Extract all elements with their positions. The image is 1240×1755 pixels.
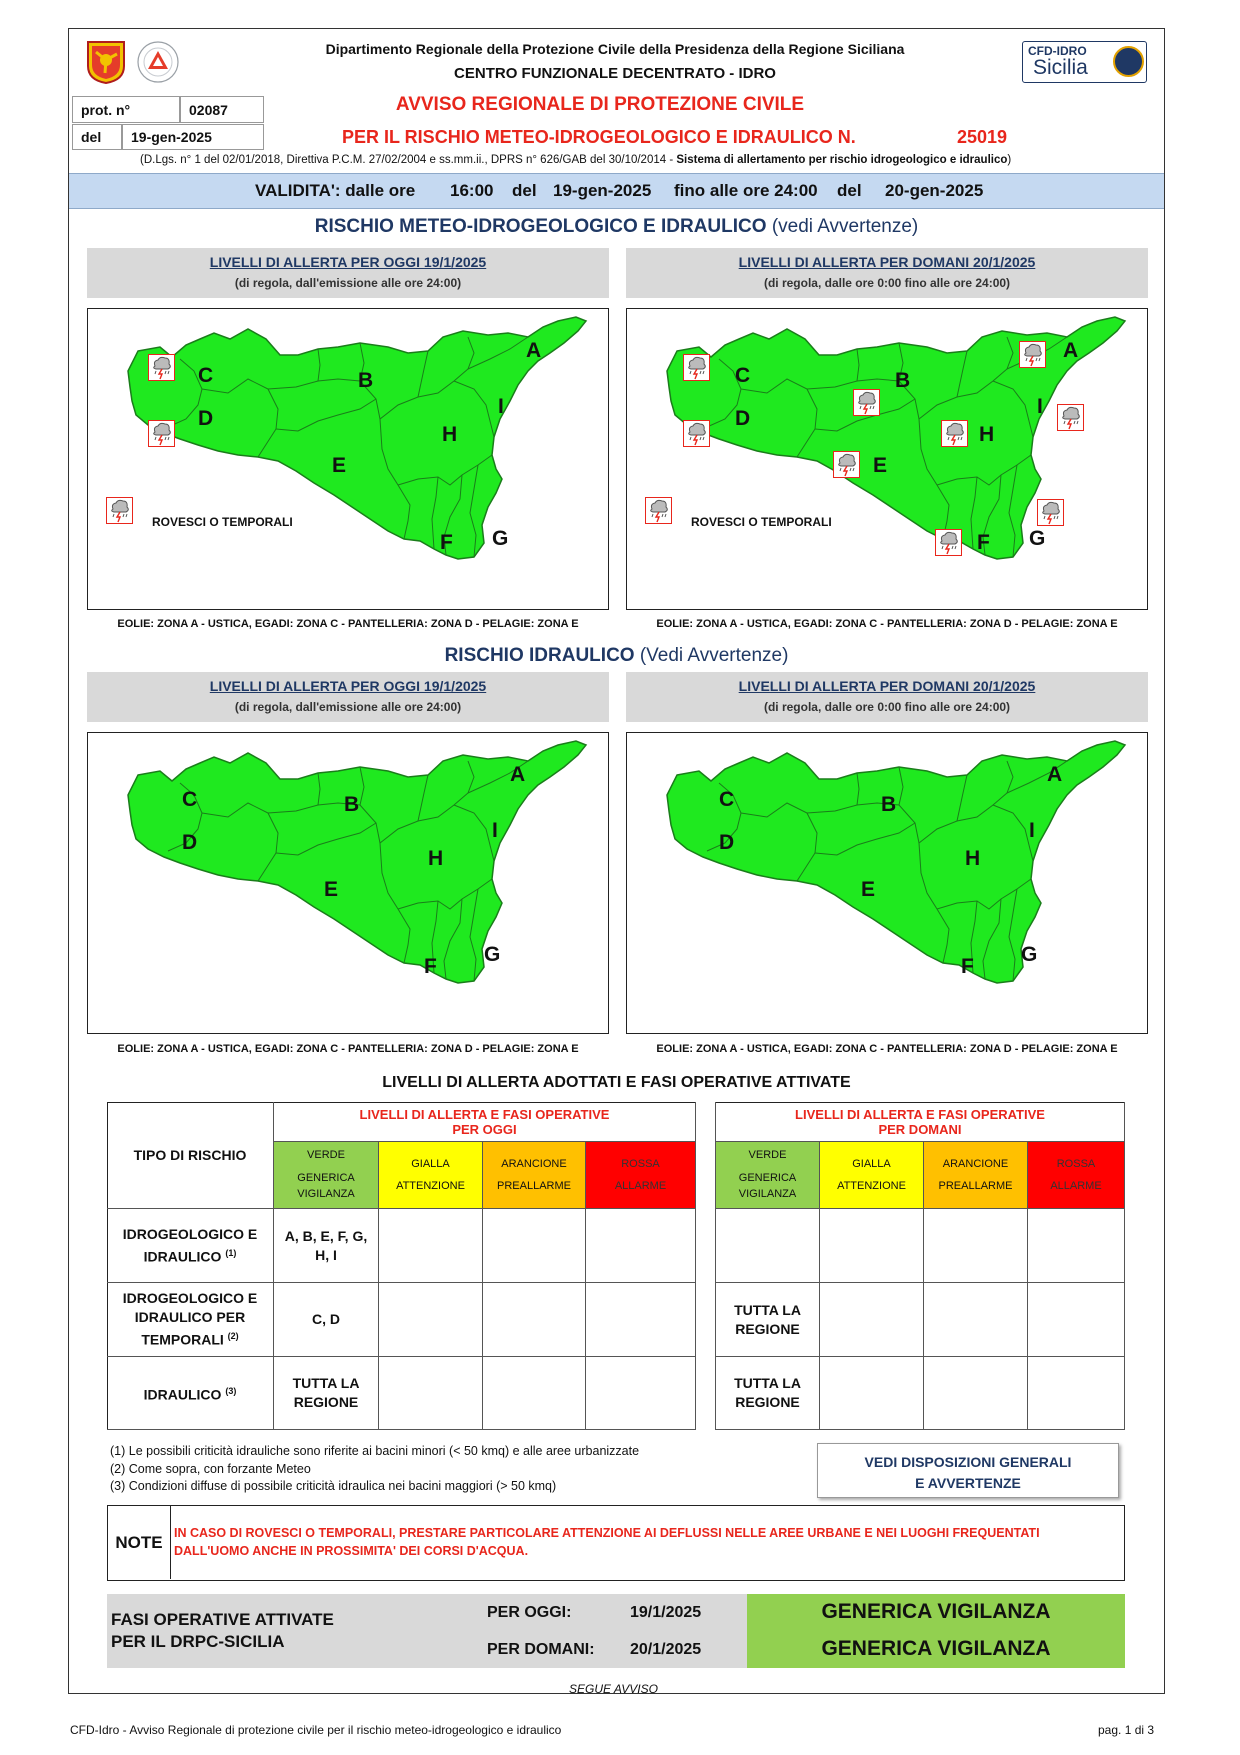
zone-label-e: E <box>861 878 876 901</box>
zone-label-h: H <box>428 847 444 870</box>
footnotes <box>110 1443 639 1496</box>
disposizioni-line1: VEDI DISPOSIZIONI GENERALI <box>864 1454 1072 1470</box>
zone-label-d: D <box>735 407 751 430</box>
zone-label-e: E <box>873 454 888 477</box>
cfd-idro-logo-bottom: Sicilia <box>1033 56 1088 79</box>
avviso-title: AVVISO REGIONALE DI PROTEZIONE CIVILE <box>395 94 805 115</box>
tomorrow-level-gialla: GIALLA ATTENZIONE <box>820 1142 924 1209</box>
storm-icon <box>148 354 175 381</box>
islands-note-1: EOLIE: ZONA A - USTICA, EGADI: ZONA C - PANTELLERIA: ZONA D - PELAGIE: ZONA E <box>117 618 579 630</box>
disposizioni-button[interactable] <box>817 1443 1119 1498</box>
today-cell-1-1 <box>379 1283 483 1357</box>
zone-label-h: H <box>965 847 981 870</box>
storm-icon <box>148 420 175 447</box>
zone-label-e: E <box>332 454 347 477</box>
map-meteo-today <box>87 308 609 610</box>
legend-storm-icon <box>645 497 672 524</box>
legal-reference-system: Sistema di allertamento per rischio idrogeologico e idraulico <box>676 154 1008 166</box>
zone-label-d: D <box>182 831 198 854</box>
prot-value: 02087 <box>180 96 264 123</box>
today-cell-2-2 <box>483 1357 586 1430</box>
cfd-idro-logo <box>1022 41 1147 83</box>
cfd-seal-icon <box>1113 46 1144 77</box>
section1-title-text: RISCHIO METEO-IDROGEOLOGICO E IDRAULICO <box>314 216 767 237</box>
fasi-label1: FASI OPERATIVE ATTIVATE <box>111 1610 334 1629</box>
row-label-0: IDROGEOLOGICO E IDRAULICO $^{(1)}$ <box>107 1209 274 1283</box>
validity-from-time: 16:00 <box>450 181 494 200</box>
today-cell-2-1 <box>379 1357 483 1430</box>
zone-label-f: F <box>440 531 453 554</box>
tipo-rischio-header: TIPO DI RISCHIO <box>107 1102 274 1209</box>
zone-label-f: F <box>961 955 974 978</box>
tomorrow-cell-1-0: TUTTA LA REGIONE <box>716 1283 820 1357</box>
today-cell-0-1 <box>379 1209 483 1283</box>
islands-note-3: EOLIE: ZONA A - USTICA, EGADI: ZONA C - PANTELLERIA: ZONA D - PELAGIE: ZONA E <box>117 1043 579 1055</box>
islands-note-4: EOLIE: ZONA A - USTICA, EGADI: ZONA C - PANTELLERIA: ZONA D - PELAGIE: ZONA E <box>656 1043 1118 1055</box>
today-cell-1-0: C, D <box>274 1283 379 1357</box>
map2-today-title: LIVELLI DI ALLERTA PER OGGI 19/1/2025 <box>209 678 487 694</box>
fasi-domani-label: PER DOMANI: <box>487 1641 595 1658</box>
zone-label-c: C <box>719 788 735 811</box>
legal-reference <box>140 154 1160 166</box>
map1-tomorrow-title: LIVELLI DI ALLERTA PER DOMANI 20/1/2025 <box>738 254 1036 270</box>
section1-note: (vedi Avvertenze) <box>771 216 919 237</box>
footer-left: CFD-Idro - Avviso Regionale di protezione civile per il rischio meteo-idrogeologico e idraulico <box>70 1723 562 1737</box>
del-value: 19-gen-2025 <box>122 124 264 150</box>
tomorrow-cell-2-3 <box>1028 1357 1125 1430</box>
avviso-number: 25019 <box>957 127 1008 147</box>
disposizioni-line2: E AVVERTENZE <box>915 1475 1021 1491</box>
note-label: NOTE <box>108 1506 171 1579</box>
footer-right: pag. 1 di 3 <box>1098 1723 1155 1737</box>
validity-del1: del <box>512 181 537 200</box>
islands-note-2: EOLIE: ZONA A - USTICA, EGADI: ZONA C - PANTELLERIA: ZONA D - PELAGIE: ZONA E <box>656 618 1118 630</box>
zone-label-a: A <box>526 339 542 362</box>
map1-today-sub: (di regola, dall'emissione alle ore 24:00) <box>234 276 462 290</box>
zone-label-g: G <box>492 527 509 550</box>
prot-label: prot. n° <box>72 96 180 123</box>
storm-icon <box>935 529 962 556</box>
tomorrow-cell-2-1 <box>820 1357 924 1430</box>
tomorrow-cell-0-3 <box>1028 1209 1125 1283</box>
zone-label-a: A <box>510 763 526 786</box>
tomorrow-cell-0-0 <box>716 1209 820 1283</box>
zone-label-b: B <box>881 793 897 816</box>
zone-label-f: F <box>424 955 437 978</box>
tomorrow-cell-1-3 <box>1028 1283 1125 1357</box>
zone-label-b: B <box>358 369 374 392</box>
zone-label-d: D <box>719 831 735 854</box>
del-label: del <box>72 124 122 150</box>
validity-to-date: 20-gen-2025 <box>885 181 984 200</box>
fasi-oggi-value: GENERICA VIGILANZA <box>821 1600 1051 1623</box>
today-level-gialla: GIALLA ATTENZIONE <box>379 1142 483 1209</box>
tomorrow-header: LIVELLI DI ALLERTA E FASI OPERATIVE PER DOMANI <box>716 1102 1125 1142</box>
section2-title-text: RISCHIO IDRAULICO <box>444 645 635 666</box>
legal-reference-text: (D.Lgs. n° 1 del 02/01/2018, Direttiva P.C.M. 27/02/2004 e ss.mm.ii., DPRS n° 626/GAB del 30/10/2014 - <box>140 154 677 166</box>
today-cell-0-2 <box>483 1209 586 1283</box>
today-cell-0-3 <box>586 1209 696 1283</box>
tomorrow-cell-2-2 <box>924 1357 1028 1430</box>
storm-icon <box>1019 341 1046 368</box>
fasi-oggi-label: PER OGGI: <box>487 1604 572 1621</box>
map1-tomorrow-sub: (di regola, dalle ore 0:00 fino alle ore 24:00) <box>763 276 1011 290</box>
today-cell-0-0: A, B, E, F, G, H, I <box>274 1209 379 1283</box>
map2-today-header <box>87 672 609 722</box>
tomorrow-cell-0-2 <box>924 1209 1028 1283</box>
zone-label-d: D <box>198 407 214 430</box>
map-meteo-tomorrow <box>626 308 1148 610</box>
zone-label-c: C <box>182 788 198 811</box>
sicily-region-logo <box>86 40 126 84</box>
storm-icon <box>683 354 710 381</box>
storm-icon <box>853 389 880 416</box>
department-name: Dipartimento Regionale della Protezione Civile della Presidenza della Regione Siciliana <box>325 41 905 57</box>
zone-label-g: G <box>1021 943 1038 966</box>
section2-title <box>69 645 1164 667</box>
table-gap <box>696 1102 716 1430</box>
zone-label-a: A <box>1047 763 1063 786</box>
legend-text: ROVESCI O TEMPORALI <box>691 515 832 529</box>
center-name: CENTRO FUNZIONALE DECENTRATO - IDRO <box>454 65 776 82</box>
avviso-subtitle: PER IL RISCHIO METEO-IDROGEOLOGICO E IDRAULICO N. <box>342 127 856 147</box>
fasi-oggi-date: 19/1/2025 <box>630 1604 702 1621</box>
fasi-domani-date: 20/1/2025 <box>630 1641 702 1658</box>
zone-label-a: A <box>1063 339 1079 362</box>
storm-icon <box>941 420 968 447</box>
storm-icon <box>683 420 710 447</box>
row-label-1: IDROGEOLOGICO E IDRAULICO PER TEMPORALI $^{(2)}$ <box>107 1283 274 1357</box>
tomorrow-cell-0-1 <box>820 1209 924 1283</box>
fasi-domani-value: GENERICA VIGILANZA <box>821 1637 1051 1660</box>
zone-label-h: H <box>442 423 458 446</box>
storm-icon <box>833 451 860 478</box>
today-cell-1-3 <box>586 1283 696 1357</box>
section2-note: (Vedi Avvertenze) <box>639 645 789 666</box>
zone-label-i: I <box>498 395 504 418</box>
footnote-3: (3) Condizioni diffuse di possibile criticità idraulica nei bacini maggiori (> 50 kmq) <box>110 1479 557 1493</box>
table-title: LIVELLI DI ALLERTA ADOTTATI E FASI OPERATIVE ATTIVATE <box>382 1074 851 1091</box>
map-idraulico-today <box>87 732 609 1034</box>
tomorrow-cell-2-0: TUTTA LA REGIONE <box>716 1357 820 1430</box>
section1-title <box>69 216 1164 238</box>
footnote-2: (2) Come sopra, con forzante Meteo <box>110 1461 311 1476</box>
validity-from-date: 19-gen-2025 <box>553 181 652 200</box>
fasi-label2: PER IL DRPC-SICILIA <box>111 1632 285 1651</box>
tomorrow-cell-1-2 <box>924 1283 1028 1357</box>
map2-tomorrow-sub: (di regola, dalle ore 0:00 fino alle ore 24:00) <box>763 700 1011 714</box>
tomorrow-level-rossa: ROSSA ALLARME <box>1028 1142 1125 1209</box>
note-text: IN CASO DI ROVESCI O TEMPORALI, PRESTARE PARTICOLARE ATTENZIONE AI DEFLUSSI NELLE AREE URBANE E NEI LUOGHI FREQUENTATI DALL'UOMO ANCHE IN PROSSIMITA' DEI CORSI D'ACQUA. <box>174 1526 1040 1558</box>
zone-label-i: I <box>1029 819 1035 842</box>
today-cell-1-2 <box>483 1283 586 1357</box>
today-cell-2-3 <box>586 1357 696 1430</box>
today-level-arancione: ARANCIONE PREALLARME <box>483 1142 586 1209</box>
validity-del2: del <box>837 181 862 200</box>
zone-label-g: G <box>1029 527 1046 550</box>
map1-today-title: LIVELLI DI ALLERTA PER OGGI 19/1/2025 <box>209 254 487 270</box>
tomorrow-level-arancione: ARANCIONE PREALLARME <box>924 1142 1028 1209</box>
zone-label-g: G <box>484 943 501 966</box>
today-level-verde: VERDE GENERICA VIGILANZA <box>274 1142 379 1209</box>
fasi-green-box <box>747 1594 1125 1668</box>
today-level-rossa: ROSSA ALLARME <box>586 1142 696 1209</box>
map-idraulico-tomorrow <box>626 732 1148 1034</box>
zone-label-c: C <box>198 364 214 387</box>
zone-label-f: F <box>977 531 990 554</box>
tomorrow-cell-1-1 <box>820 1283 924 1357</box>
row-label-2: IDRAULICO $^{(3)}$ <box>107 1357 274 1430</box>
today-header: LIVELLI DI ALLERTA E FASI OPERATIVE PER OGGI <box>274 1102 696 1142</box>
map2-tomorrow-header <box>626 672 1148 722</box>
zone-label-h: H <box>979 423 995 446</box>
fasi-operative-bar <box>107 1594 1125 1668</box>
legal-reference-end: ) <box>1007 154 1012 166</box>
today-cell-2-0: TUTTA LA REGIONE <box>274 1357 379 1430</box>
validity-until: fino alle ore 24:00 <box>674 181 818 200</box>
tomorrow-level-verde: VERDE GENERICA VIGILANZA <box>716 1142 820 1209</box>
map2-today-sub: (di regola, dall'emissione alle ore 24:00) <box>234 700 462 714</box>
zone-label-i: I <box>492 819 498 842</box>
map2-tomorrow-title: LIVELLI DI ALLERTA PER DOMANI 20/1/2025 <box>738 678 1036 694</box>
validity-label: VALIDITA': dalle ore <box>255 181 416 200</box>
zone-label-i: I <box>1037 395 1043 418</box>
legend-text: ROVESCI O TEMPORALI <box>152 515 293 529</box>
validity-bar <box>69 173 1164 209</box>
zone-label-c: C <box>735 364 751 387</box>
segue-avviso: SEGUE AVVISO <box>569 1682 658 1696</box>
map1-tomorrow-header <box>626 248 1148 298</box>
protezione-civile-logo <box>136 40 180 84</box>
footnote-1: (1) Le possibili criticità idrauliche sono riferite ai bacini minori (< 50 kmq) e alle aree urbanizzate <box>110 1444 640 1458</box>
cfd-idro-logo-top: CFD-IDRO <box>1028 44 1087 58</box>
legend-storm-icon <box>106 497 133 524</box>
storm-icon <box>1037 499 1064 526</box>
storm-icon <box>1057 404 1084 431</box>
zone-label-b: B <box>895 369 911 392</box>
note-row <box>107 1505 1125 1581</box>
map1-today-header <box>87 248 609 298</box>
zone-label-e: E <box>324 878 339 901</box>
zone-label-b: B <box>344 793 360 816</box>
